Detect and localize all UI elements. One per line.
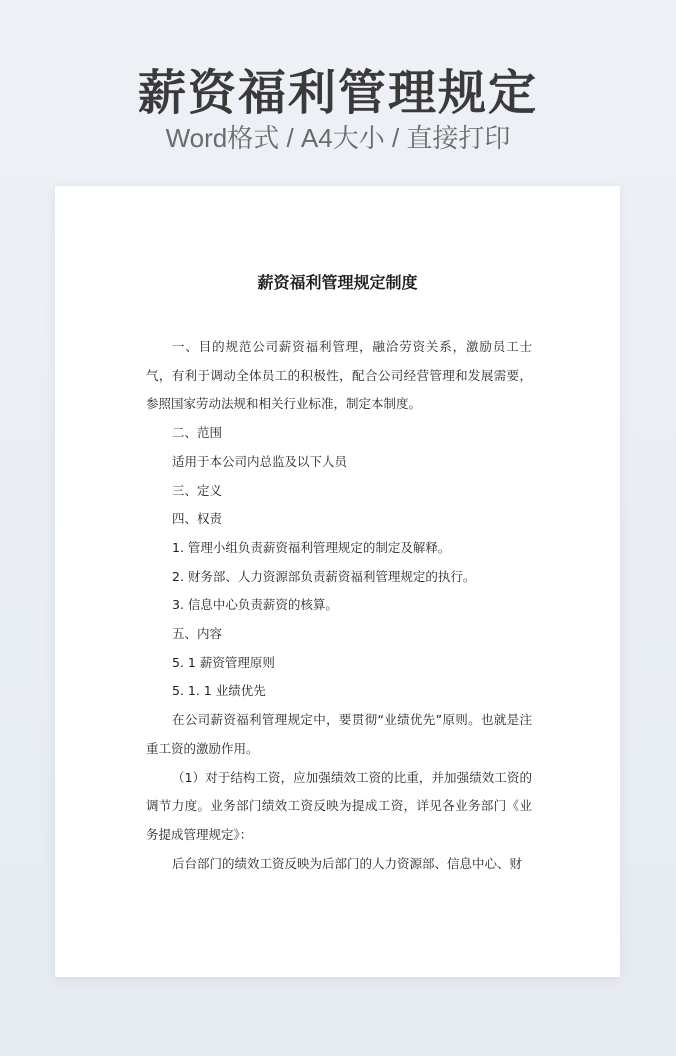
heading-scope: 二、范围: [172, 425, 223, 441]
document-body: [146, 333, 532, 878]
paragraph-performance-first: 在公司薪资福利管理规定中，要贯彻“业绩优先”原则。也就是注重工资的激励作用。: [146, 712, 532, 756]
document-page: [55, 186, 620, 977]
list-item: 2. 财务部、人力资源部负责薪资福利管理规定的执行。: [172, 568, 476, 584]
subheading-salary-principles: 5. 1 薪资管理原则: [172, 654, 275, 670]
banner-title: 薪资福利管理规定: [137, 65, 538, 121]
paragraph-backoffice: 后台部门的绩效工资反映为后部门的人力资源部、信息中心、财: [172, 855, 523, 871]
paragraph-structural-salary: （1）对于结构工资，应加强绩效工资的比重，并加强绩效工资的调节力度。业务部门绩效工资反映为提成工资，详见各业务部门《业务提成管理规定》：: [146, 769, 532, 842]
paragraph-scope: 适用于本公司内总监及以下人员: [172, 453, 348, 469]
paragraph-purpose: 一、目的规范公司薪资福利管理，融洽劳资关系，激励员工士气，有利于调动全体员工的积极性，配合公司经营管理和发展需要，参照国家劳动法规和相关行业标准，制定本制度。: [146, 339, 532, 412]
heading-responsibilities: 四、权责: [172, 511, 223, 527]
banner-subtitle: Word格式 / A4大小 / 直接打印: [165, 123, 511, 153]
list-item: 3. 信息中心负责薪资的核算。: [172, 597, 338, 613]
document-title: 薪资福利管理规定制度: [257, 273, 418, 292]
heading-content: 五、内容: [172, 626, 223, 642]
heading-definition: 三、定义: [172, 482, 223, 498]
subheading-performance-first: 5. 1. 1 业绩优先: [172, 683, 266, 699]
list-item: 1. 管理小组负责薪资福利管理规定的制定及解释。: [172, 539, 451, 555]
